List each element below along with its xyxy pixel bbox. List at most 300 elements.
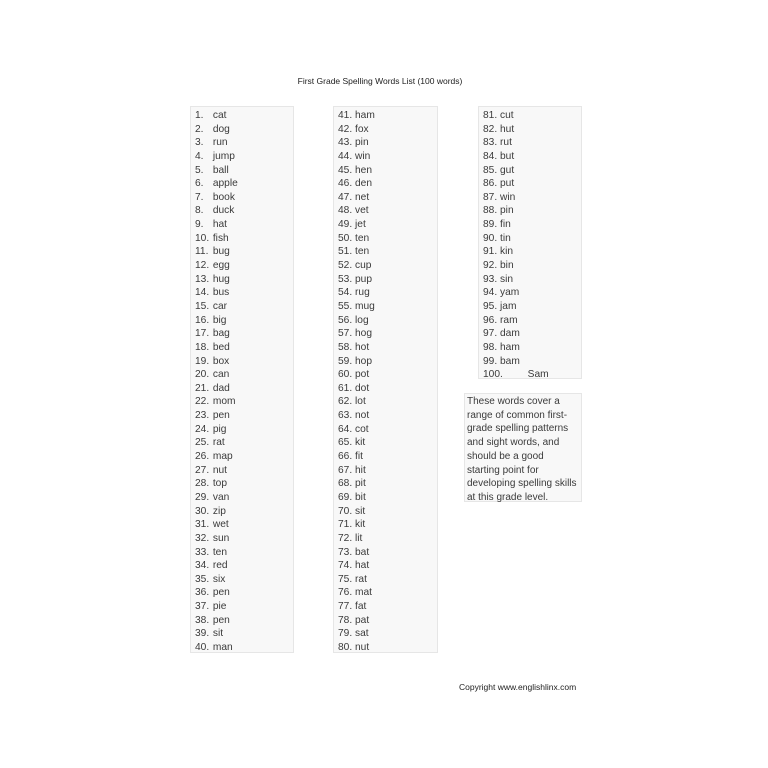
word-text: fat [355,601,367,613]
word-list-item [195,518,293,532]
word-number: 18. [195,341,210,353]
word-number: 35. [195,573,210,585]
word-list-item [195,123,293,137]
word-text: ten [355,232,370,244]
word-list-item [338,327,437,341]
word-text: pen [212,587,230,599]
word-number: 85. [483,164,498,176]
word-number: 84. [483,150,498,162]
word-list-item [338,300,437,314]
word-number: 95. [483,300,498,312]
word-text: zip [212,505,226,517]
word-number: 80. [338,641,353,653]
word-list-item [195,191,293,205]
word-text: lit [355,532,363,544]
word-number: 14. [195,287,210,299]
word-list-item [338,355,437,369]
word-list-item [338,436,437,450]
word-number: 59. [338,355,353,367]
word-list-item [483,341,581,355]
word-text: pie [212,601,227,613]
page-title: First Grade Spelling Words List (100 words) [297,76,463,86]
word-number: 76. [338,587,353,599]
word-text: red [212,560,228,572]
word-list-item [195,259,293,273]
word-number: 66. [338,451,353,463]
word-text: hen [355,164,373,176]
word-number: 49. [338,219,353,231]
word-number: 8. [195,205,204,217]
word-list-item [483,123,581,137]
word-list-item [195,559,293,573]
word-number: 99. [483,355,498,367]
word-number: 78. [338,614,353,626]
word-text: box [212,355,230,367]
word-number: 55. [338,300,353,312]
word-number: 58. [338,341,353,353]
word-text: put [500,178,515,190]
word-list-item [195,368,293,382]
word-number: 65. [338,437,353,449]
word-number: 42. [338,123,353,135]
word-number: 45. [338,164,353,176]
word-list-item [338,532,437,546]
word-number: 16. [195,314,210,326]
word-text: yam [500,287,520,299]
word-list-item [195,641,293,655]
word-number: 67. [338,464,353,476]
word-number: 40. [195,641,210,653]
word-text: win [500,191,516,203]
word-number: 34. [195,560,210,572]
word-column-1 [190,106,294,653]
word-number: 47. [338,191,353,203]
word-text: tin [500,232,511,244]
word-list-item [483,355,581,369]
word-number: 96. [483,314,498,326]
word-number: 57. [338,328,353,340]
word-text: win [355,150,371,162]
word-text: big [212,314,227,326]
word-list-item [483,273,581,287]
word-number: 22. [195,396,210,408]
word-number: 20. [195,369,210,381]
word-number: 23. [195,410,210,422]
word-number: 15. [195,300,210,312]
word-number: 50. [338,232,353,244]
word-text: sun [212,532,230,544]
word-list-item [483,218,581,232]
word-text: duck [212,205,235,217]
word-text: mat [355,587,372,599]
word-number: 2. [195,123,204,135]
word-text: ram [500,314,518,326]
word-list-item [195,314,293,328]
word-number: 79. [338,628,353,640]
word-list-item [195,464,293,478]
word-text: can [212,369,230,381]
word-list-item [195,218,293,232]
word-list-item [195,600,293,614]
word-text: dot [355,382,370,394]
word-list-item [195,450,293,464]
word-text: kit [355,519,366,531]
word-text: map [212,451,233,463]
word-number: 32. [195,532,210,544]
word-list-item [483,177,581,191]
word-text: nut [355,641,370,653]
word-list-item [195,423,293,437]
word-number: 87. [483,191,498,203]
word-list-item [338,505,437,519]
word-text: pig [212,423,227,435]
word-text: hat [355,560,370,572]
word-number: 90. [483,232,498,244]
word-text: sit [355,505,366,517]
word-list-item [483,286,581,300]
word-text: fit [355,451,363,463]
word-number: 11. [195,246,209,258]
word-number: 97. [483,328,498,340]
word-text: kit [355,437,366,449]
word-number: 41. [338,110,353,121]
word-number: 24. [195,423,210,435]
word-number: 17. [195,328,210,340]
word-list-item [338,232,437,246]
word-text: not [355,410,370,422]
word-number: 86. [483,178,498,190]
word-list-item [338,341,437,355]
word-number: 6. [195,178,204,190]
word-column-3 [478,106,582,379]
word-text: cat [212,110,227,121]
word-number: 73. [338,546,353,558]
word-number: 51. [338,246,353,258]
word-text: dog [212,123,230,135]
word-list-item [338,518,437,532]
word-list-item [338,164,437,178]
word-text: dad [212,382,230,394]
word-list-item [338,273,437,287]
word-number: 26. [195,451,210,463]
word-number: 100. [483,369,503,381]
word-list-item [195,136,293,150]
word-text: nut [212,464,228,476]
word-list-item [483,136,581,150]
word-number: 72. [338,532,353,544]
word-number: 60. [338,369,353,381]
word-list-item [195,586,293,600]
word-number: 13. [195,273,210,285]
word-list-item [195,204,293,218]
word-number: 89. [483,219,498,231]
word-list-item [195,341,293,355]
word-text: bin [500,260,514,272]
word-text: bag [212,328,230,340]
word-text: car [212,300,227,312]
word-text: cup [355,260,372,272]
word-number: 93. [483,273,498,285]
word-list-item [195,532,293,546]
word-number: 68. [338,478,353,490]
word-list-item [195,273,293,287]
word-text: Sam [527,369,549,381]
word-text: ham [355,110,375,121]
word-list-item [195,245,293,259]
word-text: book [212,191,235,203]
word-list-item [483,191,581,205]
word-list-item [195,382,293,396]
word-number: 44. [338,150,353,162]
word-text: apple [212,178,238,190]
word-number: 4. [195,150,204,162]
word-list-item [338,600,437,614]
word-list-item [338,409,437,423]
word-text: hut [500,123,515,135]
word-list-item [338,423,437,437]
word-number: 3. [195,137,204,149]
word-list-item [338,286,437,300]
word-text: bit [355,491,366,503]
word-number: 9. [195,219,204,231]
word-list-item [483,314,581,328]
word-text: but [500,150,515,162]
word-list-item [195,546,293,560]
word-number: 7. [195,191,204,203]
word-column-2 [333,106,438,653]
word-text: bam [500,355,520,367]
word-list-item [195,573,293,587]
word-number: 21. [195,382,210,394]
note-box: These words cover a range of common first-grade spelling patterns and sight words, and should be a good starting point for developing spelling skills at this grade level. [464,393,582,502]
word-list-item [338,491,437,505]
word-text: six [212,573,226,585]
copyright-footer: Copyright www.englishlinx.com [459,682,577,692]
word-text: hug [212,273,230,285]
word-number: 37. [195,601,210,613]
word-text: wet [212,519,229,531]
word-list-item [338,477,437,491]
word-text: run [212,137,228,149]
word-list-item [195,395,293,409]
word-list-item [338,259,437,273]
word-list-item [338,559,437,573]
word-list-item [338,109,437,123]
word-text: hit [355,464,366,476]
word-list-item [338,614,437,628]
word-list-item [338,204,437,218]
word-list-item [338,586,437,600]
word-number: 19. [195,355,210,367]
word-list-item [338,245,437,259]
word-number: 88. [483,205,498,217]
word-text: pup [355,273,373,285]
word-text: man [212,641,233,653]
word-text: van [212,491,230,503]
word-number: 10. [195,232,210,244]
word-list-item [338,177,437,191]
word-list-item [483,368,581,382]
word-list-item [338,395,437,409]
word-number: 70. [338,505,353,517]
word-list-item [483,327,581,341]
word-list-item [195,109,293,123]
word-list-item [338,627,437,641]
word-number: 38. [195,614,210,626]
word-text: cut [500,110,514,121]
word-text: rat [212,437,225,449]
word-number: 39. [195,628,210,640]
word-list-item [483,259,581,273]
word-text: sin [500,273,514,285]
word-list-item [338,573,437,587]
word-text: pit [355,478,366,490]
word-list-item [195,409,293,423]
word-list-item [338,546,437,560]
word-list-item [483,245,581,259]
word-number: 75. [338,573,353,585]
word-number: 82. [483,123,498,135]
word-list-item [483,232,581,246]
word-text: mug [355,300,375,312]
word-list-item [338,314,437,328]
word-number: 52. [338,260,353,272]
word-number: 71. [338,519,353,531]
word-list-item [483,164,581,178]
word-text: bus [212,287,230,299]
word-number: 63. [338,410,353,422]
word-number: 25. [195,437,210,449]
word-text: ten [212,546,228,558]
word-list-item [195,286,293,300]
word-text: pin [355,137,369,149]
word-number: 74. [338,560,353,572]
word-text: pen [212,410,230,422]
word-number: 64. [338,423,353,435]
word-text: rug [355,287,370,299]
word-number: 48. [338,205,353,217]
word-number: 92. [483,260,498,272]
word-text: pat [355,614,370,626]
word-number: 94. [483,287,498,299]
word-list-item [195,627,293,641]
word-text: pot [355,369,370,381]
word-text: hot [355,341,370,353]
word-text: hop [355,355,373,367]
word-list-item [483,204,581,218]
word-number: 30. [195,505,210,517]
word-number: 43. [338,137,353,149]
word-number: 61. [338,382,353,394]
word-text: jam [500,300,517,312]
word-list-item [195,436,293,450]
word-number: 69. [338,491,353,503]
word-text: ham [500,341,520,353]
word-list-item [338,464,437,478]
word-number: 53. [338,273,353,285]
word-number: 62. [338,396,353,408]
word-number: 36. [195,587,210,599]
word-text: jet [355,219,366,231]
word-text: pin [500,205,514,217]
word-text: fish [212,232,229,244]
word-text: kin [500,246,514,258]
word-text: ten [355,246,370,258]
word-number: 33. [195,546,210,558]
word-list-item [195,614,293,628]
word-number: 81. [483,110,498,121]
word-list-item [195,491,293,505]
word-list-item [338,123,437,137]
word-list-item [338,150,437,164]
word-text: rut [500,137,512,149]
word-text: sat [355,628,369,640]
word-number: 27. [195,464,210,476]
word-list-item [483,150,581,164]
word-text: net [355,191,370,203]
word-number: 77. [338,601,353,613]
word-text: egg [212,260,230,272]
word-list-item [195,477,293,491]
word-number: 91. [483,246,498,258]
word-text: fin [500,219,511,231]
word-text: jump [212,150,235,162]
word-text: bug [212,246,230,258]
word-number: 46. [338,178,353,190]
word-number: 54. [338,287,353,299]
word-list-item [195,300,293,314]
word-list-item [195,505,293,519]
word-text: top [212,478,228,490]
word-list-item [195,232,293,246]
word-text: rat [355,573,367,585]
word-list-item [195,327,293,341]
word-text: log [355,314,369,326]
word-list-item [195,355,293,369]
word-text: den [355,178,373,190]
word-text: fox [355,123,369,135]
word-list-item [195,177,293,191]
word-text: sit [212,628,224,640]
word-number: 28. [195,478,210,490]
word-text: hog [355,328,373,340]
word-text: pen [212,614,230,626]
word-text: vet [355,205,369,217]
word-list-item [338,218,437,232]
word-number: 98. [483,341,498,353]
word-number: 12. [195,260,210,272]
word-text: lot [355,396,366,408]
word-number: 5. [195,164,204,176]
word-number: 83. [483,137,498,149]
word-list-item [195,164,293,178]
word-text: dam [500,328,520,340]
word-list-item [483,109,581,123]
word-text: bat [355,546,370,558]
word-number: 29. [195,491,210,503]
word-number: 56. [338,314,353,326]
word-list-item [483,300,581,314]
word-number: 1. [195,110,204,121]
word-list-item [338,450,437,464]
word-text: ball [212,164,229,176]
word-text: cot [355,423,369,435]
word-text: hat [212,219,228,231]
word-list-item [195,150,293,164]
word-list-item [338,136,437,150]
word-list-item [338,641,437,655]
word-text: bed [212,341,230,353]
